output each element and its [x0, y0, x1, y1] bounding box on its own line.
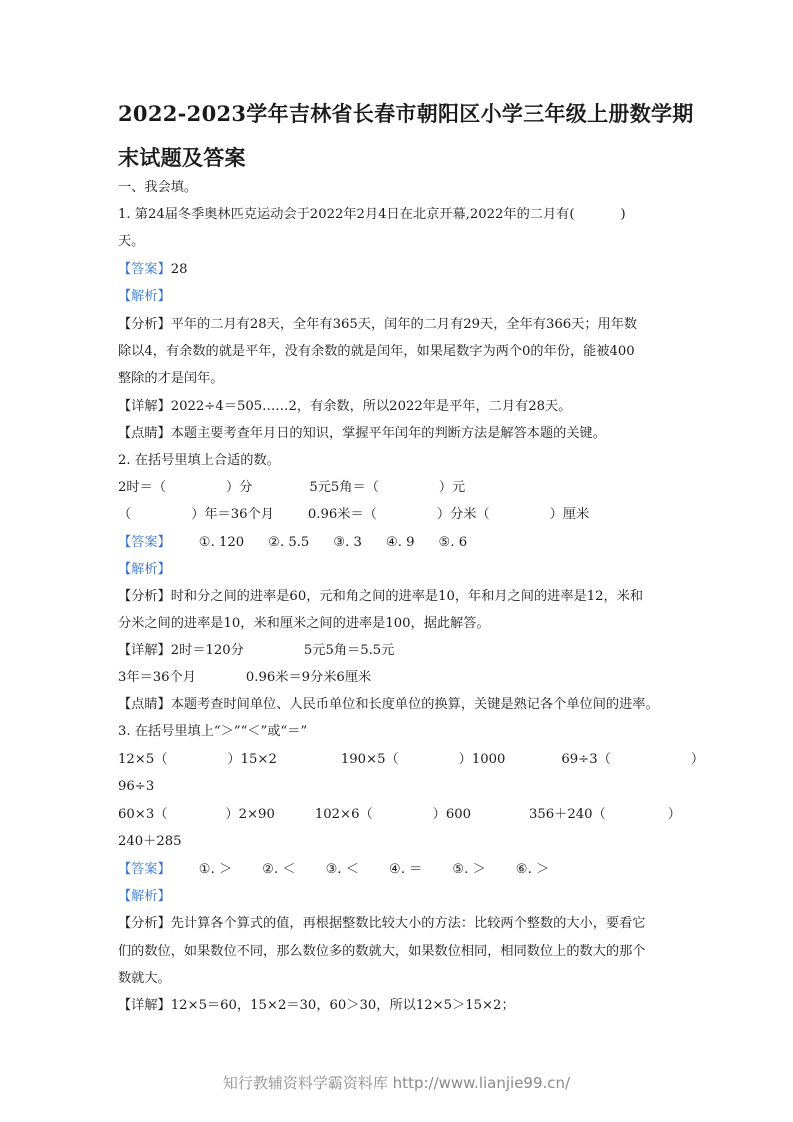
- q3-ans-5: ⑤. ＞: [452, 862, 486, 877]
- q1-xiangjie-text: 2022÷4＝505……2，有余数，所以2022年是平年，二月有28天。: [170, 399, 572, 414]
- q2-ans-5: ⑤. 6: [438, 535, 468, 550]
- section-heading: 一、我会填。: [118, 180, 198, 195]
- q2-xiangjie-2: [118, 669, 371, 687]
- q2-r2-e: ）厘米: [549, 507, 590, 522]
- q3-fenxi-2: 们的数位，如果数位不同，那么数位多的数就大，如果数位相同，相同数位上的数大的那个: [118, 944, 646, 959]
- q2-r1-c: 5元5角＝（: [309, 480, 379, 495]
- q2-fenxi-2: 分米之间的进率是10，米和厘米之间的进率是100，据此解答。: [118, 616, 490, 631]
- q2-r2-c: 0.96米＝（: [307, 507, 377, 522]
- q2-heading: 2. 在括号里填上合适的数。: [118, 453, 280, 468]
- q1-fenxi-1: 平年的二月有28天，全年有365天，闰年的二月有29天，全年有366天；用年数: [170, 317, 638, 332]
- q3-heading: 3. 在括号里填上“＞”“＜”或“＝”: [118, 724, 308, 739]
- q3-row1: [118, 751, 704, 769]
- q3-ans-6: ⑥. ＞: [515, 862, 550, 877]
- q1-xiangjie: [118, 398, 571, 416]
- q3-row2: [118, 806, 681, 824]
- q3-row2-cont: 240＋285: [118, 834, 182, 849]
- q3-ans-3: ③. ＜: [325, 862, 359, 877]
- q2-ans-1: ①. 120: [198, 535, 245, 550]
- q1-line2: 天。: [118, 234, 145, 249]
- q1-dianjing: [118, 425, 606, 443]
- q3-fenxi: [118, 915, 646, 933]
- fenxi-tag: 【分析】: [118, 589, 171, 604]
- q2-ans-4: ④. 9: [385, 535, 415, 550]
- answer-tag: 【答案】: [118, 262, 171, 277]
- q3-fenxi-3: 数就大。: [118, 971, 171, 986]
- q3-ans-4: ④. ＝: [388, 862, 423, 877]
- q3-jiexi-tag: 【解析】: [118, 889, 171, 904]
- xiangjie-tag: 【详解】: [118, 399, 171, 414]
- q2-r1-a: 2时＝（: [118, 480, 166, 495]
- q2-dianjing: [118, 696, 659, 714]
- q2-xj-1b: 5元5角＝5.5元: [303, 643, 395, 658]
- q2-fenxi-1: 时和分之间的进率是60，元和角之间的进率是10，年和月之间的进率是12，米和: [170, 589, 644, 604]
- q3-r1-e: 69÷3（: [561, 752, 611, 767]
- q1-dianjing-text: 本题主要考查年月日的知识，掌握平年闰年的判断方法是解答本题的关键。: [170, 426, 606, 441]
- q2-r2-a: （: [118, 507, 132, 522]
- dianjing-tag: 【点睛】: [118, 697, 171, 712]
- q3-ans-2: ②. ＜: [262, 862, 296, 877]
- q3-r2-b: ）2×90: [225, 807, 275, 822]
- q2-r2-b: ）年＝36个月: [191, 507, 274, 522]
- q2-jiexi-tag: 【解析】: [118, 562, 171, 577]
- q2-r2-d: ）分米（: [436, 507, 490, 522]
- q3-r2-c: 102×6（: [314, 807, 373, 822]
- q3-row1-cont: 96÷3: [118, 779, 155, 794]
- q1-answer-value: 28: [170, 262, 188, 277]
- q1-answer: [118, 261, 188, 279]
- q2-answer: [118, 534, 467, 552]
- q3-ans-1: ①. ＞: [198, 862, 233, 877]
- q2-xj-1a: 2时＝120分: [170, 643, 244, 658]
- answer-tag: 【答案】: [118, 535, 171, 550]
- q1-line1: 1. 第24届冬季奥林匹克运动会于2022年2月4日在北京开幕,2022年的二月有(: [118, 207, 575, 222]
- q2-r1-d: ）元: [438, 480, 466, 495]
- xiangjie-tag: 【详解】: [118, 998, 171, 1013]
- q1-fenxi: [118, 316, 637, 334]
- q2-r1-b: ）分: [225, 480, 253, 495]
- dianjing-tag: 【点睛】: [118, 426, 171, 441]
- q3-r1-a: 12×5（: [118, 752, 168, 767]
- q1-jiexi-tag: 【解析】: [118, 289, 171, 304]
- q2-row1: [118, 479, 465, 497]
- q2-ans-2: ②. 5.5: [268, 535, 310, 550]
- q3-r2-e: 356＋240（: [529, 807, 606, 822]
- q1-line1-end: ): [620, 207, 626, 222]
- answer-tag: 【答案】: [118, 862, 171, 877]
- fenxi-tag: 【分析】: [118, 317, 171, 332]
- footer-watermark: 知行教辅资料学霸资料库 http://www.lianjie99.cn/: [222, 1074, 571, 1092]
- q3-fenxi-1: 先计算各个算式的值，再根据整数比较大小的方法：比较两个整数的大小，要看它: [170, 916, 646, 931]
- q3-answer: [118, 861, 549, 879]
- q3-xiangjie: [118, 997, 515, 1015]
- doc-title-line2: 末试题及答案: [118, 145, 246, 170]
- q3-r2-a: 60×3（: [118, 807, 168, 822]
- q2-dianjing-text: 本题考查时间单位、人民币单位和长度单位的换算，关键是熟记各个单位间的进率。: [170, 697, 659, 712]
- fenxi-tag: 【分析】: [118, 916, 171, 931]
- q2-row2: [118, 506, 589, 524]
- doc-title-line1: 2022-2023学年吉林省长春市朝阳区小学三年级上册数学期: [118, 101, 694, 126]
- q2-xj-2a: 3年＝36个月: [118, 670, 196, 685]
- q3-r1-f: ）: [690, 752, 705, 767]
- q2-xj-2b: 0.96米＝9分米6厘米: [245, 670, 372, 685]
- q1-fenxi-3: 整除的才是闰年。: [118, 371, 224, 386]
- q3-xiangjie-text: 12×5＝60，15×2＝30，60＞30，所以12×5＞15×2；: [170, 998, 515, 1013]
- q2-fenxi: [118, 588, 643, 606]
- q3-r2-f: ）: [667, 807, 681, 822]
- q2-xiangjie: [118, 642, 394, 660]
- q3-r1-d: ）1000: [458, 752, 506, 767]
- q2-ans-3: ③. 3: [333, 535, 362, 550]
- q3-r1-c: 190×5（: [340, 752, 399, 767]
- q3-r2-d: ）600: [432, 807, 472, 822]
- q1-text: [118, 206, 626, 224]
- q3-r1-b: ）15×2: [227, 752, 277, 767]
- xiangjie-tag: 【详解】: [118, 643, 171, 658]
- q1-fenxi-2: 除以4，有余数的就是平年，没有余数的就是闰年，如果尾数字为两个0的年份，能被400: [118, 344, 635, 359]
